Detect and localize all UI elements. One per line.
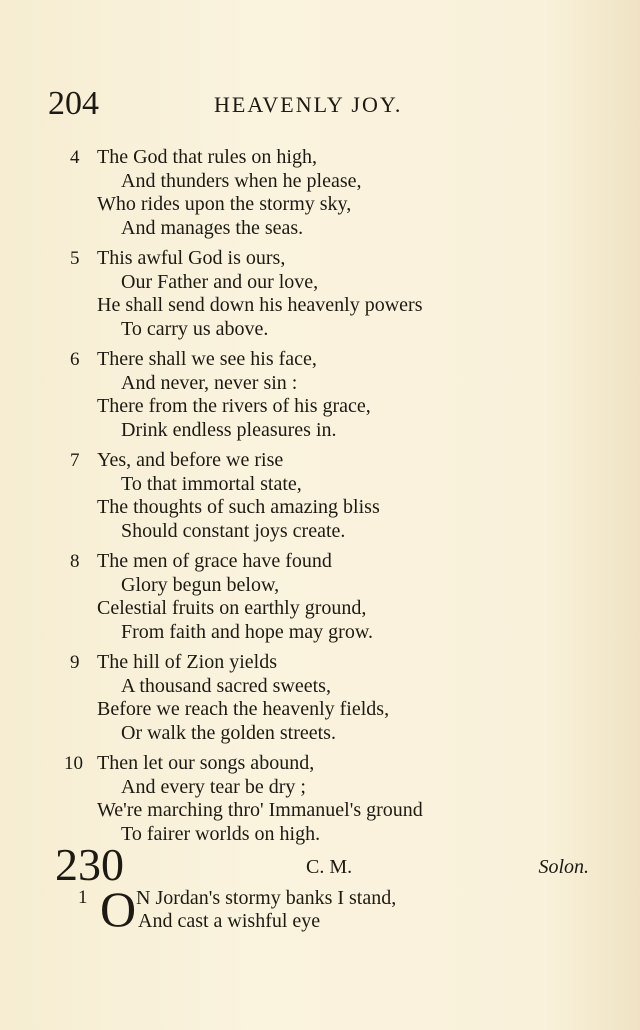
verse-line: Before we reach the heavenly fields, bbox=[97, 698, 390, 720]
hymn-230-header bbox=[55, 839, 595, 890]
verse-line: This awful God is ours, bbox=[97, 247, 286, 269]
verse-line: To fairer worlds on high. bbox=[121, 822, 321, 845]
hymn-meter: C. M. bbox=[306, 856, 353, 878]
verse-line: The thoughts of such amazing bliss bbox=[97, 496, 380, 518]
verse-line: And thunders when he please, bbox=[121, 169, 362, 192]
verse-line: And manages the seas. bbox=[121, 216, 304, 239]
verse-line: There shall we see his face, bbox=[97, 348, 317, 370]
verse-line: To that immortal state, bbox=[121, 472, 302, 495]
verse bbox=[70, 550, 590, 644]
verse-line: Who rides upon the stormy sky, bbox=[97, 193, 352, 215]
verse-line: Should constant joys create. bbox=[121, 519, 346, 542]
verse-number: 10 bbox=[64, 753, 83, 774]
verse-number: 9 bbox=[70, 652, 80, 673]
verse-line: The God that rules on high, bbox=[97, 146, 317, 168]
verse-line: To carry us above. bbox=[121, 317, 269, 340]
verse-line: A thousand sacred sweets, bbox=[121, 674, 331, 697]
verse-line: There from the rivers of his grace, bbox=[97, 395, 371, 417]
verse bbox=[70, 449, 590, 543]
verse-line: From faith and hope may grow. bbox=[121, 620, 373, 643]
verse-line: He shall send down his heavenly powers bbox=[97, 294, 423, 316]
verse-line: Glory begun below, bbox=[121, 573, 280, 596]
verse-number: 4 bbox=[70, 147, 80, 168]
hymn-number: 230 bbox=[55, 839, 124, 890]
verse-line: Celestial fruits on earthly ground, bbox=[97, 597, 367, 619]
hymn-tune-name: Solon. bbox=[538, 856, 589, 878]
hymn-230-first-verse bbox=[78, 881, 578, 944]
verse bbox=[64, 752, 590, 846]
running-head bbox=[48, 84, 428, 124]
verse-line: N Jordan's stormy banks I stand, bbox=[136, 887, 397, 909]
verse bbox=[70, 651, 590, 745]
verse-line: Then let our songs abound, bbox=[97, 752, 315, 774]
verse bbox=[70, 146, 590, 240]
drop-cap: O bbox=[100, 881, 137, 937]
verse-line: Drink endless pleasures in. bbox=[121, 418, 337, 441]
verse-line: And never, never sin : bbox=[121, 371, 298, 394]
verse-number: 7 bbox=[70, 450, 80, 471]
page-number: 204 bbox=[48, 85, 99, 122]
verse-number: 5 bbox=[70, 248, 80, 269]
verse-line: Our Father and our love, bbox=[121, 270, 319, 293]
verse-line: And cast a wishful eye bbox=[138, 910, 321, 932]
verse-line: The hill of Zion yields bbox=[97, 651, 277, 673]
verse bbox=[70, 348, 590, 442]
verse-line: The men of grace have found bbox=[97, 550, 332, 572]
hymn-229-verses bbox=[64, 146, 590, 853]
verse-line: We're marching thro' Immanuel's ground bbox=[97, 799, 423, 821]
verse-number: 8 bbox=[70, 551, 80, 572]
verse-line: Or walk the golden streets. bbox=[121, 721, 336, 744]
verse-line: Yes, and before we rise bbox=[97, 449, 284, 471]
running-title: HEAVENLY JOY. bbox=[214, 92, 403, 117]
verse-line: And every tear be dry ; bbox=[121, 775, 306, 798]
verse-number: 6 bbox=[70, 349, 80, 370]
verse-number: 1 bbox=[78, 887, 88, 908]
verse bbox=[70, 247, 590, 341]
